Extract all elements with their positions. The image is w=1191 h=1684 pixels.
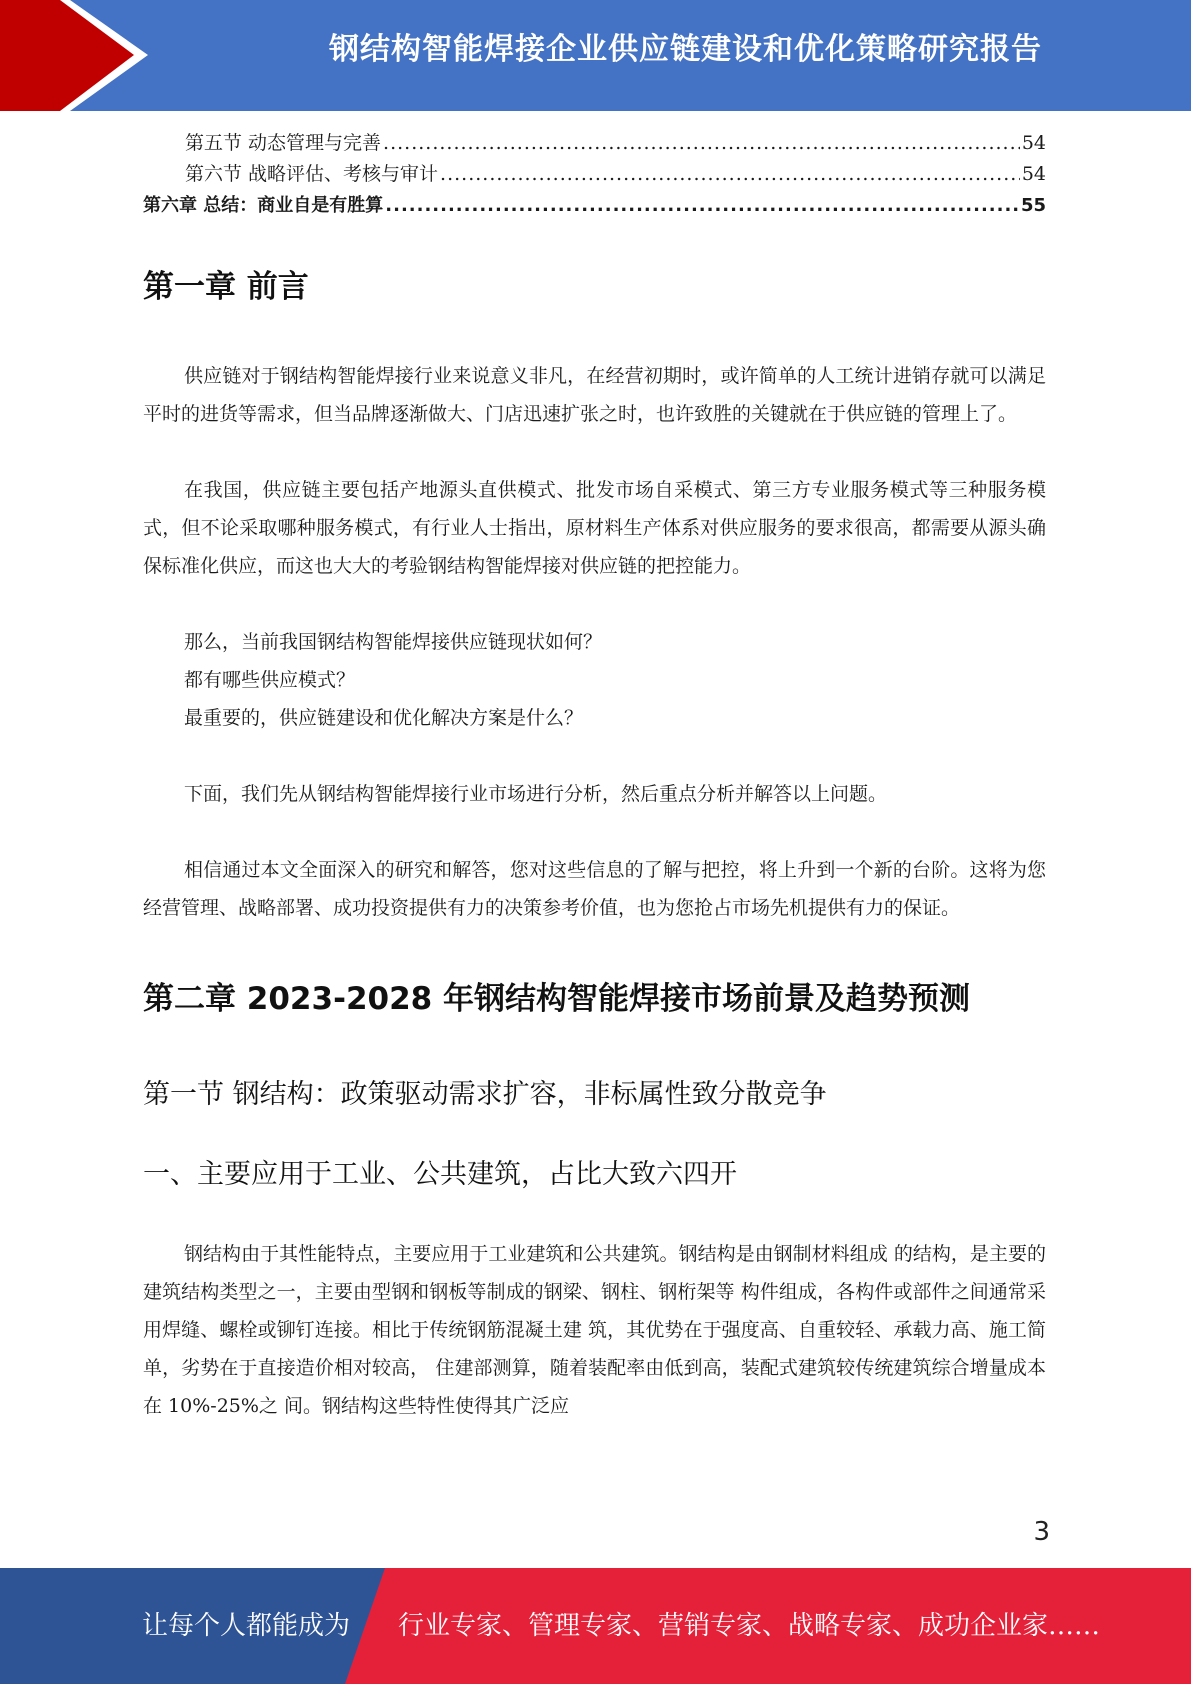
toc-dot-leader [385, 190, 1019, 221]
body-paragraph: 钢结构由于其性能特点，主要应用于工业建筑和公共建筑。钢结构是由钢制材料组成 的结构，是主要的建筑结构类型之一，主要由型钢和钢板等制成的钢梁、钢柱、钢桁架等 构件组成，各构件或部件之间通常采用焊缝、螺栓或铆钉连接。相比于传统钢筋混凝土建 筑，其优势在于强度高、自重较轻、承载力高、施工简单，劣势在于直接造价相对较高， 住建部测算，随着装配率由低到高，装配式建筑较传统建筑综合增量成本在 10%-25%之 间。钢结构这些特性使得其广泛应 [143, 1243, 1046, 1417]
toc-entry[interactable] [143, 128, 1046, 159]
toc-entry-page: 54 [1021, 132, 1046, 154]
toc-entry-chapter[interactable] [143, 190, 1046, 221]
body-paragraph: 在我国，供应链主要包括产地源头直供模式、批发市场自采模式、第三方专业服务模式等三种服务模式，但不论采取哪种服务模式，有行业人士指出，原材料生产体系对供应服务的要求很高，都需要从源头确保标准化供应，而这也大大的考验钢结构智能焊接对供应链的把控能力。 [143, 479, 1046, 577]
toc-entry[interactable] [143, 159, 1046, 190]
toc-dot-leader [383, 128, 1020, 159]
page-header [0, 0, 1191, 111]
toc-entry-label: 第五节 动态管理与完善 [185, 132, 382, 154]
page-number: 3 [1033, 1517, 1050, 1547]
toc-entry-page: 54 [1021, 163, 1046, 185]
question-item: 都有哪些供应模式？ [184, 669, 356, 691]
toc-entry-label: 第六节 战略评估、考核与审计 [185, 163, 439, 185]
header-chevron-graphic [0, 0, 160, 111]
footer-slogan-right: 行业专家、管理专家、营销专家、战略专家、成功企业家…… [398, 1611, 1101, 1641]
toc-entry-page: 55 [1020, 195, 1046, 216]
toc-dot-leader [440, 159, 1020, 190]
section-heading: 第一节 钢结构：政策驱动需求扩容，非标属性致分散竞争 [143, 1079, 827, 1110]
question-item: 最重要的，供应链建设和优化解决方案是什么？ [184, 707, 584, 729]
table-of-contents [143, 128, 1046, 221]
toc-entry-label: 第六章 总结：商业自是有胜算 [143, 195, 384, 216]
footer-slogan-left: 让每个人都能成为 [142, 1611, 351, 1641]
chapter-2-heading: 第二章 2023-2028 年钢结构智能焊接市场前景及趋势预测 [143, 981, 971, 1017]
page-content [143, 128, 1046, 1425]
chapter-1-heading: 第一章 前言 [143, 269, 309, 305]
subsection-heading: 一、主要应用于工业、公共建筑，占比大致六四开 [143, 1159, 737, 1190]
body-paragraph: 相信通过本文全面深入的研究和解答，您对这些信息的了解与把控，将上升到一个新的台阶。这将为您经营管理、战略部署、成功投资提供有力的决策参考价值，也为您抢占市场先机提供有力的保证。 [143, 859, 1046, 919]
question-list [143, 623, 1046, 737]
question-item: 那么，当前我国钢结构智能焊接供应链现状如何？ [184, 631, 603, 653]
body-paragraph: 下面，我们先从钢结构智能焊接行业市场进行分析，然后重点分析并解答以上问题。 [184, 783, 888, 805]
body-paragraph: 供应链对于钢结构智能焊接行业来说意义非凡，在经营初期时，或许简单的人工统计进销存就可以满足平时的进货等需求，但当品牌逐渐做大、门店迅速扩张之时，也许致胜的关键就在于供应链的管理上了。 [143, 365, 1046, 425]
page-footer [0, 1568, 1191, 1684]
report-title: 钢结构智能焊接企业供应链建设和优化策略研究报告 [329, 32, 1042, 67]
